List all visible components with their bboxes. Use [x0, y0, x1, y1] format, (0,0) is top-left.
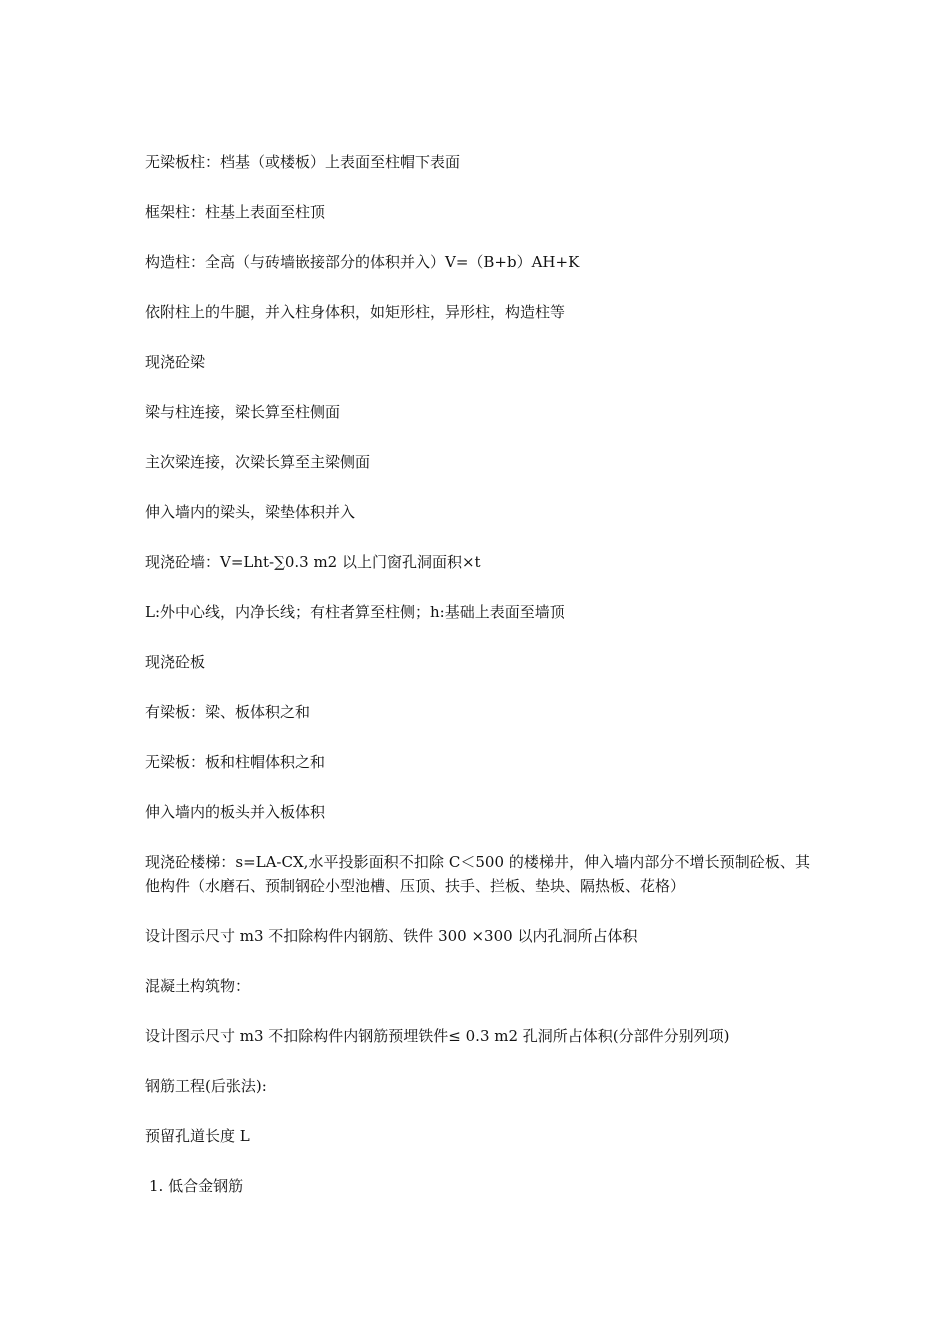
paragraph-4: 依附柱上的牛腿，并入柱身体积，如矩形柱，异形柱，构造柱等 — [145, 303, 566, 321]
paragraph-10: L:外中心线，内净长线；有柱者算至柱侧；h:基础上表面至墙顶 — [145, 603, 565, 621]
paragraph-20: 预留孔道长度 L — [145, 1127, 250, 1145]
paragraph-18: 设计图示尺寸 m3 不扣除构件内钢筋预埋铁件≤ 0.3 m2 孔洞所占体积(分部件分别列项) — [145, 1027, 730, 1045]
paragraph-3: 构造柱：全高（与砖墙嵌接部分的体积并入）V=（B+b）AH+K — [145, 253, 580, 271]
paragraph-16: 设计图示尺寸 m3 不扣除构件内钢筋、铁件 300 ×300 以内孔洞所占体积 — [145, 927, 638, 945]
paragraph-7: 主次梁连接，次梁长算至主梁侧面 — [145, 453, 371, 471]
document-body — [145, 150, 810, 1224]
paragraph-15: 现浇砼楼梯：s=LA-CX,水平投影面积不扣除 C＜500 的楼梯井，伸入墙内部分不增长预制砼板、其他构件（水磨石、预制钢砼小型池槽、压顶、扶手、拦板、垫块、隔热板、花格） — [145, 853, 810, 895]
paragraph-19: 钢筋工程(后张法): — [145, 1077, 267, 1095]
paragraph-11: 现浇砼板 — [145, 653, 206, 671]
paragraph-17: 混凝土构筑物： — [145, 977, 251, 995]
paragraph-6: 梁与柱连接，梁长算至柱侧面 — [145, 403, 341, 421]
paragraph-8: 伸入墙内的梁头，梁垫体积并入 — [145, 503, 356, 521]
paragraph-14: 伸入墙内的板头并入板体积 — [145, 803, 326, 821]
paragraph-13: 无梁板：板和柱帽体积之和 — [145, 753, 326, 771]
paragraph-12: 有梁板：梁、板体积之和 — [145, 703, 311, 721]
paragraph-5: 现浇砼梁 — [145, 353, 206, 371]
paragraph-21: 1. 低合金钢筋 — [149, 1177, 244, 1195]
paragraph-2: 框架柱：柱基上表面至柱顶 — [145, 203, 326, 221]
paragraph-1: 无梁板柱：档基（或楼板）上表面至柱帽下表面 — [145, 153, 461, 171]
paragraph-9: 现浇砼墙：V=Lht-∑0.3 m2 以上门窗孔洞面积×t — [145, 553, 481, 571]
